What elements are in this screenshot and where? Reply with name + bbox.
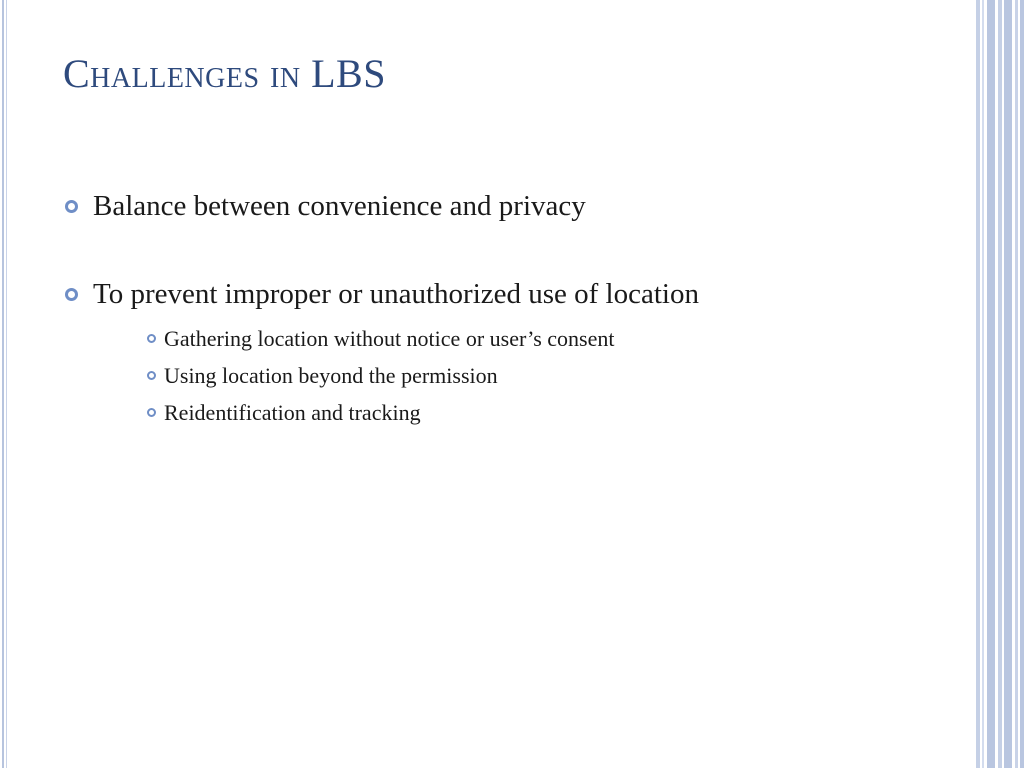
sub-bullet-item [146,320,923,357]
sub-bullet-text: Using location beyond the permission [164,363,498,388]
sub-bullet-list [146,320,923,431]
sub-bullet-text: Gathering location without notice or user’s consent [164,326,615,351]
bullet-circle-icon [65,200,78,213]
slide-title: Challenges in LBS [63,51,386,96]
bullet-circle-icon [65,288,78,301]
sub-bullet-circle-icon [147,371,156,380]
sub-bullet-item [146,357,923,394]
sub-bullet-item [146,394,923,431]
bullet-item [63,186,923,226]
left-border-decoration [0,0,8,768]
sub-bullet-circle-icon [147,334,156,343]
right-stripe-decoration [976,0,1024,768]
bullet-item [63,274,923,431]
bullet-text: Balance between convenience and privacy [93,190,586,222]
sub-bullet-circle-icon [147,408,156,417]
sub-bullet-text: Reidentification and tracking [164,400,421,425]
slide-body [63,186,923,431]
bullet-text: To prevent improper or unauthorized use of location [93,278,699,310]
